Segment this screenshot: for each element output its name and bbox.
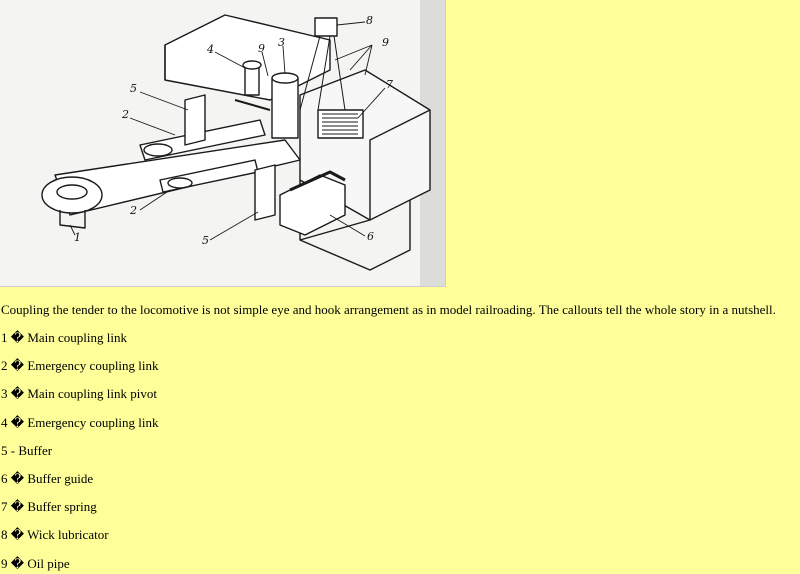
- post-base: [235, 100, 270, 110]
- callout-3: 3: [278, 36, 285, 49]
- legend-item: 6 � Buffer guide: [1, 470, 94, 486]
- buffer-upper: [185, 95, 205, 145]
- callout-2-upper: 2: [122, 108, 129, 121]
- emergency-post-top: [243, 61, 261, 69]
- callout-2-lower: 2: [130, 204, 137, 217]
- coupling-diagram: [0, 0, 446, 287]
- callout-9-right: 9: [382, 36, 389, 49]
- figure-caption: Coupling the tender to the locomotive is not simple eye and hook arrangement as in model railroading. The callouts tell the whole story in a nutshell.: [1, 302, 776, 317]
- callout-9-left: 9: [258, 42, 265, 55]
- buffer-lower: [255, 165, 275, 220]
- lubricator-box: [315, 18, 337, 36]
- callout-5-upper: 5: [130, 82, 137, 95]
- callout-6: 6: [367, 230, 374, 243]
- legend-item: 2 � Emergency coupling link: [1, 358, 159, 374]
- legend-item: 8 � Wick lubricator: [1, 527, 109, 543]
- callout-4: 4: [207, 43, 214, 56]
- callout-legend: [1, 330, 159, 574]
- pivot-top: [272, 73, 298, 83]
- legend-item: 1 � Main coupling link: [1, 330, 128, 345]
- buffer-guide-block: [280, 175, 345, 235]
- legend-item: 3 � Main coupling link pivot: [1, 386, 157, 402]
- legend-item: 7 � Buffer spring: [1, 499, 97, 515]
- callout-8: 8: [366, 14, 373, 27]
- pivot-cylinder: [272, 78, 298, 138]
- callout-7: 7: [386, 78, 393, 91]
- callout-1: 1: [74, 231, 81, 244]
- legend-item: 9 � Oil pipe: [1, 555, 70, 571]
- legend-item: 4 � Emergency coupling link: [1, 414, 159, 430]
- legend-item: 5 - Buffer: [1, 442, 53, 458]
- coupling-drawing: [0, 0, 445, 286]
- callout-5-lower: 5: [202, 234, 209, 247]
- main-link-eye: [42, 177, 102, 213]
